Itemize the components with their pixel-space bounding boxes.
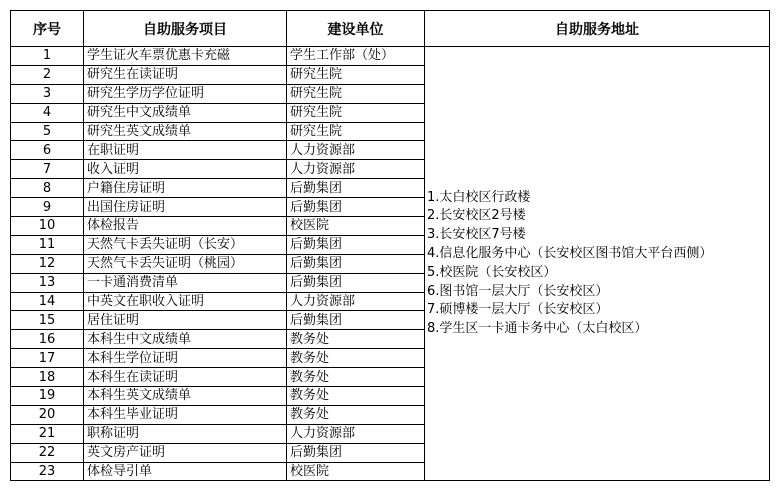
service-item: 体检报告 [84, 217, 287, 236]
location-item: 7.硕博楼一层大厅（长安校区） [427, 302, 609, 318]
service-item: 学生证火车票优惠卡充磁 [84, 47, 287, 66]
service-item: 居住证明 [84, 311, 287, 330]
header-item: 自助服务项目 [84, 11, 287, 47]
row-number: 22 [11, 443, 84, 462]
row-number: 14 [11, 292, 84, 311]
row-number: 12 [11, 254, 84, 273]
table-header-row [11, 11, 770, 47]
responsible-unit: 后勤集团 [287, 311, 425, 330]
responsible-unit: 教务处 [287, 405, 425, 424]
row-number: 15 [11, 311, 84, 330]
service-item: 本科生英文成绩单 [84, 387, 287, 406]
responsible-unit: 人力资源部 [287, 292, 425, 311]
service-item: 出国住房证明 [84, 198, 287, 217]
row-number: 19 [11, 387, 84, 406]
service-item: 中英文在职收入证明 [84, 292, 287, 311]
table-body [11, 47, 770, 481]
responsible-unit: 后勤集团 [287, 443, 425, 462]
responsible-unit: 人力资源部 [287, 160, 425, 179]
service-item: 收入证明 [84, 160, 287, 179]
service-item: 体检导引单 [84, 462, 287, 481]
row-number: 20 [11, 405, 84, 424]
row-number: 10 [11, 217, 84, 236]
location-list-cell [425, 47, 770, 481]
location-item: 3.长安校区7号楼 [427, 227, 526, 243]
header-no: 序号 [11, 11, 84, 47]
location-item: 6.图书馆一层大厅（长安校区） [427, 283, 609, 299]
service-item: 一卡通消费清单 [84, 273, 287, 292]
location-item: 8.学生区一卡通卡务中心（太白校区） [427, 321, 648, 337]
row-number: 11 [11, 235, 84, 254]
responsible-unit: 后勤集团 [287, 179, 425, 198]
table-row [11, 47, 770, 66]
row-number: 8 [11, 179, 84, 198]
responsible-unit: 后勤集团 [287, 198, 425, 217]
responsible-unit: 教务处 [287, 330, 425, 349]
responsible-unit: 研究生院 [287, 84, 425, 103]
row-number: 3 [11, 84, 84, 103]
responsible-unit: 教务处 [287, 387, 425, 406]
row-number: 16 [11, 330, 84, 349]
row-number: 17 [11, 349, 84, 368]
row-number: 6 [11, 141, 84, 160]
row-number: 2 [11, 65, 84, 84]
service-item: 天然气卡丢失证明（桃园） [84, 254, 287, 273]
location-item: 4.信息化服务中心（长安校区图书馆大平台西侧） [427, 245, 713, 261]
responsible-unit: 校医院 [287, 217, 425, 236]
responsible-unit: 后勤集团 [287, 273, 425, 292]
service-item: 在职证明 [84, 141, 287, 160]
responsible-unit: 学生工作部（处） [287, 47, 425, 66]
row-number: 5 [11, 122, 84, 141]
responsible-unit: 人力资源部 [287, 141, 425, 160]
responsible-unit: 研究生院 [287, 65, 425, 84]
responsible-unit: 校医院 [287, 462, 425, 481]
responsible-unit: 研究生院 [287, 103, 425, 122]
service-item: 研究生英文成绩单 [84, 122, 287, 141]
row-number: 18 [11, 368, 84, 387]
responsible-unit: 教务处 [287, 349, 425, 368]
service-item: 户籍住房证明 [84, 179, 287, 198]
service-item: 天然气卡丢失证明（长安） [84, 235, 287, 254]
responsible-unit: 后勤集团 [287, 235, 425, 254]
row-number: 13 [11, 273, 84, 292]
responsible-unit: 后勤集团 [287, 254, 425, 273]
service-item: 职称证明 [84, 424, 287, 443]
service-item: 英文房产证明 [84, 443, 287, 462]
location-item: 5.校医院（长安校区） [427, 264, 557, 280]
row-number: 1 [11, 47, 84, 66]
service-item: 本科生学位证明 [84, 349, 287, 368]
row-number: 9 [11, 198, 84, 217]
responsible-unit: 研究生院 [287, 122, 425, 141]
row-number: 21 [11, 424, 84, 443]
service-item: 研究生学历学位证明 [84, 84, 287, 103]
header-location: 自助服务地址 [425, 11, 770, 47]
row-number: 4 [11, 103, 84, 122]
row-number: 23 [11, 462, 84, 481]
responsible-unit: 人力资源部 [287, 424, 425, 443]
location-item: 1.太白校区行政楼 [427, 189, 531, 205]
row-number: 7 [11, 160, 84, 179]
header-unit: 建设单位 [287, 11, 425, 47]
service-item: 本科生毕业证明 [84, 405, 287, 424]
service-item: 本科生在读证明 [84, 368, 287, 387]
self-service-table [10, 10, 770, 481]
service-item: 研究生中文成绩单 [84, 103, 287, 122]
responsible-unit: 教务处 [287, 368, 425, 387]
service-item: 研究生在读证明 [84, 65, 287, 84]
service-item: 本科生中文成绩单 [84, 330, 287, 349]
location-item: 2.长安校区2号楼 [427, 208, 526, 224]
